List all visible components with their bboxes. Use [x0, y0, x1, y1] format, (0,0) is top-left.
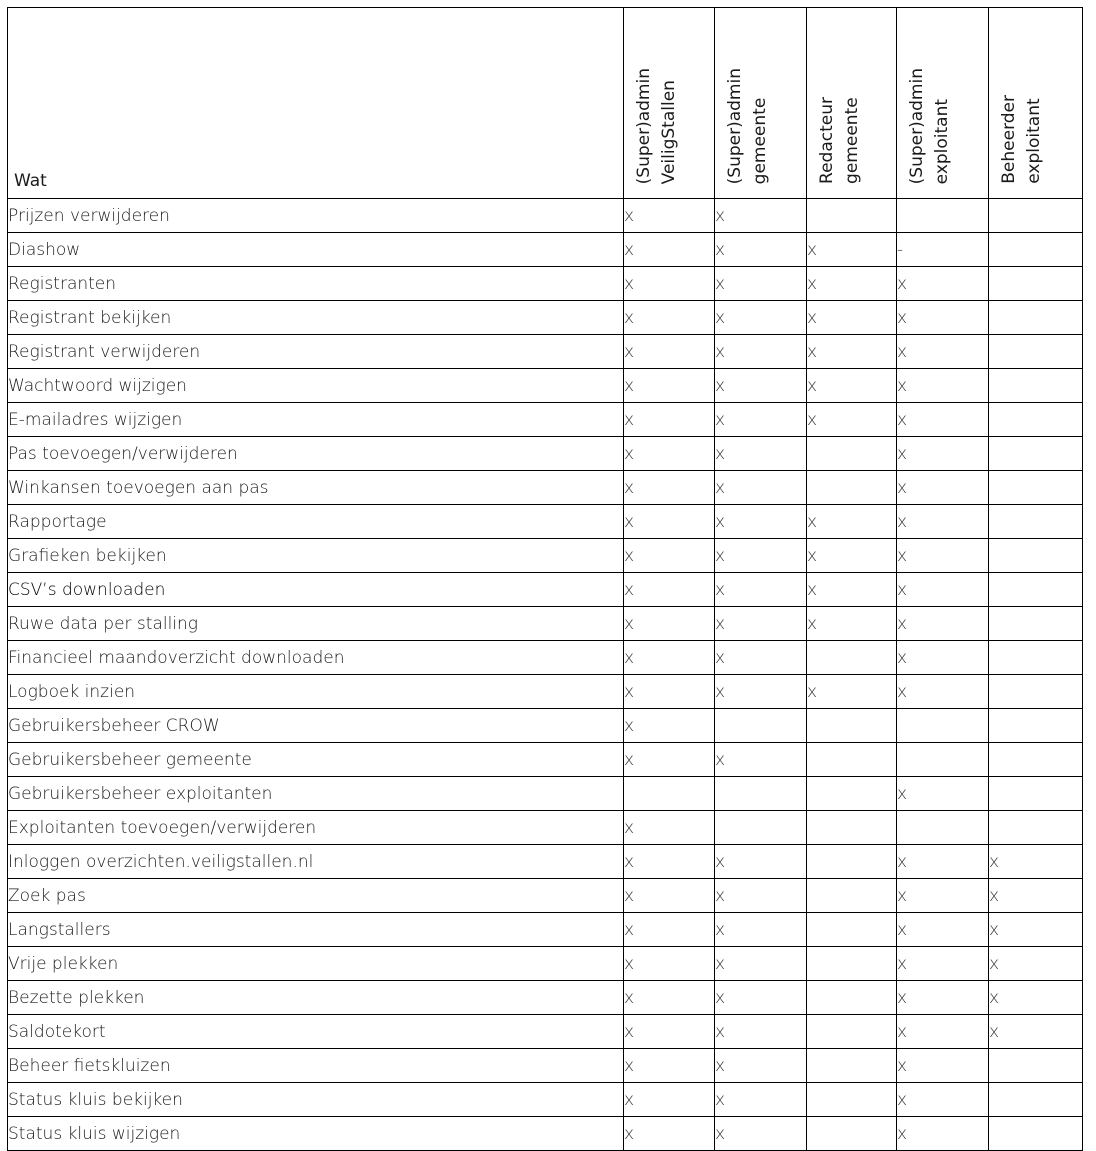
permission-label: Diashow — [8, 233, 624, 267]
permission-label: Registrant verwijderen — [8, 335, 624, 369]
header-role-line2: VeiligStallen — [659, 79, 679, 184]
permission-mark: x — [897, 335, 989, 369]
permission-mark: x — [715, 471, 807, 505]
permission-mark — [989, 1083, 1083, 1117]
permission-mark: x — [807, 369, 897, 403]
permission-mark: x — [715, 845, 807, 879]
permission-mark — [807, 981, 897, 1015]
permission-label: Status kluis wijzigen — [8, 1117, 624, 1151]
permission-mark: x — [624, 335, 715, 369]
permission-mark: x — [897, 1083, 989, 1117]
permission-mark — [807, 199, 897, 233]
permission-mark: x — [897, 913, 989, 947]
permission-mark: x — [989, 947, 1083, 981]
permission-mark: x — [897, 675, 989, 709]
table-row — [8, 267, 1083, 301]
table-row — [8, 1015, 1083, 1049]
permission-mark — [807, 811, 897, 845]
table-row — [8, 369, 1083, 403]
permission-mark: x — [715, 1049, 807, 1083]
permission-label: Gebruikersbeheer gemeente — [8, 743, 624, 777]
table-row — [8, 437, 1083, 471]
permission-label: Gebruikersbeheer CROW — [8, 709, 624, 743]
permission-mark: x — [715, 743, 807, 777]
permission-mark — [807, 777, 897, 811]
permission-mark — [807, 947, 897, 981]
permission-mark: x — [897, 505, 989, 539]
permission-mark: x — [624, 879, 715, 913]
table-row — [8, 811, 1083, 845]
permission-mark: x — [897, 845, 989, 879]
permission-mark — [989, 539, 1083, 573]
permission-mark: x — [624, 199, 715, 233]
permission-mark — [807, 845, 897, 879]
permission-mark: x — [715, 233, 807, 267]
table-row — [8, 981, 1083, 1015]
permission-mark: x — [624, 675, 715, 709]
table-row — [8, 573, 1083, 607]
table-row — [8, 607, 1083, 641]
permission-mark: x — [624, 267, 715, 301]
permission-mark: x — [807, 675, 897, 709]
permission-mark: x — [624, 573, 715, 607]
header-role-line2: gemeente — [750, 97, 770, 184]
permission-mark: x — [807, 335, 897, 369]
permission-mark: x — [624, 369, 715, 403]
permission-mark — [989, 267, 1083, 301]
permission-mark — [989, 641, 1083, 675]
header-role-line1: Redacteur — [817, 97, 837, 184]
permission-mark: x — [715, 369, 807, 403]
header-role-redacteur-gemeente — [807, 8, 897, 199]
permission-mark: x — [807, 505, 897, 539]
header-role-line1: (Super)admin — [907, 67, 927, 184]
header-what: Wat — [8, 8, 624, 199]
permission-label: Vrije plekken — [8, 947, 624, 981]
permission-mark: x — [624, 505, 715, 539]
permission-mark: x — [715, 573, 807, 607]
permission-label: Pas toevoegen/verwijderen — [8, 437, 624, 471]
permission-mark: x — [897, 403, 989, 437]
table-row — [8, 199, 1083, 233]
permission-mark — [807, 743, 897, 777]
permission-mark: x — [715, 301, 807, 335]
table-row — [8, 301, 1083, 335]
permission-mark — [897, 709, 989, 743]
table-row — [8, 641, 1083, 675]
permission-mark: x — [715, 335, 807, 369]
permission-mark: x — [715, 437, 807, 471]
table-row — [8, 471, 1083, 505]
header-role-line1: (Super)admin — [725, 67, 745, 184]
permission-mark: x — [624, 607, 715, 641]
permission-mark: x — [715, 1117, 807, 1151]
permission-mark: x — [624, 403, 715, 437]
permission-mark: x — [807, 607, 897, 641]
permission-mark — [897, 743, 989, 777]
permission-mark: x — [715, 1015, 807, 1049]
table-row — [8, 539, 1083, 573]
permission-mark: x — [624, 981, 715, 1015]
permission-mark: x — [897, 641, 989, 675]
permission-mark: x — [897, 369, 989, 403]
permission-mark: x — [989, 845, 1083, 879]
table-row — [8, 335, 1083, 369]
permission-label: Inloggen overzichten.veiligstallen.nl — [8, 845, 624, 879]
permission-mark: x — [807, 301, 897, 335]
permission-mark — [715, 709, 807, 743]
permission-label: Exploitanten toevoegen/verwijderen — [8, 811, 624, 845]
table-row — [8, 403, 1083, 437]
permission-mark: x — [807, 539, 897, 573]
permission-mark: x — [807, 573, 897, 607]
permission-label: Prijzen verwijderen — [8, 199, 624, 233]
permission-label: Registranten — [8, 267, 624, 301]
header-role-superadmin-gemeente — [715, 8, 807, 199]
permission-mark — [989, 369, 1083, 403]
permission-mark: x — [897, 777, 989, 811]
permission-mark: x — [715, 641, 807, 675]
permission-mark — [715, 811, 807, 845]
permission-label: Grafieken bekijken — [8, 539, 624, 573]
permission-mark — [807, 471, 897, 505]
header-role-line2: exploitant — [932, 98, 952, 184]
permission-mark: x — [624, 437, 715, 471]
table-row — [8, 1083, 1083, 1117]
permission-mark: x — [715, 947, 807, 981]
permission-mark: x — [897, 879, 989, 913]
permission-mark: x — [715, 607, 807, 641]
permission-mark: x — [624, 539, 715, 573]
permission-label: Logboek inzien — [8, 675, 624, 709]
permission-mark — [807, 641, 897, 675]
table-row — [8, 1049, 1083, 1083]
permission-mark — [807, 1015, 897, 1049]
permissions-table — [7, 7, 1083, 1151]
header-role-superadmin-exploitant — [897, 8, 989, 199]
permission-mark — [807, 709, 897, 743]
permission-mark — [989, 505, 1083, 539]
permission-mark — [807, 879, 897, 913]
permission-mark: x — [897, 1015, 989, 1049]
permission-mark: x — [624, 1117, 715, 1151]
permission-mark: x — [624, 709, 715, 743]
permission-mark: x — [624, 641, 715, 675]
permission-mark: x — [624, 1049, 715, 1083]
permission-mark: x — [989, 913, 1083, 947]
header-role-line2: exploitant — [1024, 98, 1044, 184]
permission-mark — [989, 335, 1083, 369]
table-row — [8, 233, 1083, 267]
permission-mark: x — [624, 1015, 715, 1049]
permission-mark — [807, 437, 897, 471]
permission-mark — [989, 607, 1083, 641]
permission-mark — [807, 1117, 897, 1151]
header-role-beheerder-exploitant — [989, 8, 1083, 199]
permission-mark — [989, 811, 1083, 845]
permission-mark: x — [715, 505, 807, 539]
permission-mark — [807, 1049, 897, 1083]
permission-mark: x — [897, 301, 989, 335]
permission-mark — [989, 403, 1083, 437]
permission-mark: - — [897, 233, 989, 267]
permission-label: Gebruikersbeheer exploitanten — [8, 777, 624, 811]
permission-label: Winkansen toevoegen aan pas — [8, 471, 624, 505]
permission-mark: x — [897, 947, 989, 981]
permission-mark: x — [624, 811, 715, 845]
permissions-body — [8, 199, 1083, 1151]
table-row — [8, 709, 1083, 743]
header-role-line1: Beheerder — [999, 95, 1019, 184]
permission-label: Saldotekort — [8, 1015, 624, 1049]
permission-mark: x — [989, 1015, 1083, 1049]
permission-label: Ruwe data per stalling — [8, 607, 624, 641]
permission-mark: x — [897, 1049, 989, 1083]
header-role-superadmin-veiligstallen — [624, 8, 715, 199]
permission-mark: x — [624, 1083, 715, 1117]
permission-mark: x — [715, 403, 807, 437]
table-row — [8, 1117, 1083, 1151]
permission-mark: x — [624, 845, 715, 879]
permission-mark: x — [715, 913, 807, 947]
permission-mark: x — [897, 437, 989, 471]
table-row — [8, 743, 1083, 777]
permission-mark — [807, 1083, 897, 1117]
permission-mark — [989, 301, 1083, 335]
permission-mark: x — [807, 403, 897, 437]
header-row — [8, 8, 1083, 199]
permission-mark: x — [624, 301, 715, 335]
permission-mark: x — [715, 1083, 807, 1117]
permission-mark — [989, 199, 1083, 233]
permission-mark: x — [624, 233, 715, 267]
permission-label: Financieel maandoverzicht downloaden — [8, 641, 624, 675]
permission-mark — [624, 777, 715, 811]
permission-mark: x — [989, 879, 1083, 913]
permission-mark — [715, 777, 807, 811]
permission-mark: x — [807, 233, 897, 267]
permission-mark: x — [897, 573, 989, 607]
permission-mark — [897, 811, 989, 845]
permission-mark: x — [624, 471, 715, 505]
permission-mark: x — [897, 267, 989, 301]
permission-mark — [989, 777, 1083, 811]
table-row — [8, 913, 1083, 947]
permission-mark: x — [715, 199, 807, 233]
permission-mark: x — [715, 539, 807, 573]
header-role-line2: gemeente — [842, 97, 862, 184]
permission-label: E-mailadres wijzigen — [8, 403, 624, 437]
permission-label: Wachtwoord wijzigen — [8, 369, 624, 403]
permission-mark — [989, 471, 1083, 505]
permission-mark — [989, 1049, 1083, 1083]
permission-label: Bezette plekken — [8, 981, 624, 1015]
table-row — [8, 879, 1083, 913]
permission-mark: x — [715, 267, 807, 301]
permission-mark — [897, 199, 989, 233]
permission-mark: x — [715, 675, 807, 709]
permission-mark — [989, 675, 1083, 709]
permission-label: CSV’s downloaden — [8, 573, 624, 607]
permission-mark: x — [897, 539, 989, 573]
permission-mark: x — [624, 913, 715, 947]
table-row — [8, 675, 1083, 709]
permission-mark: x — [807, 267, 897, 301]
permission-mark: x — [715, 879, 807, 913]
permission-label: Status kluis bekijken — [8, 1083, 624, 1117]
permission-mark: x — [715, 981, 807, 1015]
table-row — [8, 947, 1083, 981]
permission-mark — [989, 437, 1083, 471]
permission-mark: x — [897, 607, 989, 641]
permission-mark — [989, 233, 1083, 267]
permission-mark — [989, 573, 1083, 607]
permission-mark: x — [897, 1117, 989, 1151]
table-row — [8, 505, 1083, 539]
permission-mark: x — [624, 743, 715, 777]
table-row — [8, 845, 1083, 879]
permission-mark — [989, 743, 1083, 777]
permission-label: Beheer fietskluizen — [8, 1049, 624, 1083]
header-role-line1: (Super)admin — [634, 67, 654, 184]
permission-mark — [989, 1117, 1083, 1151]
permission-label: Langstallers — [8, 913, 624, 947]
permission-mark: x — [897, 981, 989, 1015]
permission-mark — [807, 913, 897, 947]
permission-label: Registrant bekijken — [8, 301, 624, 335]
permission-mark — [989, 709, 1083, 743]
permission-mark: x — [897, 471, 989, 505]
permission-mark: x — [624, 947, 715, 981]
permission-mark: x — [989, 981, 1083, 1015]
permission-label: Rapportage — [8, 505, 624, 539]
permission-label: Zoek pas — [8, 879, 624, 913]
table-row — [8, 777, 1083, 811]
